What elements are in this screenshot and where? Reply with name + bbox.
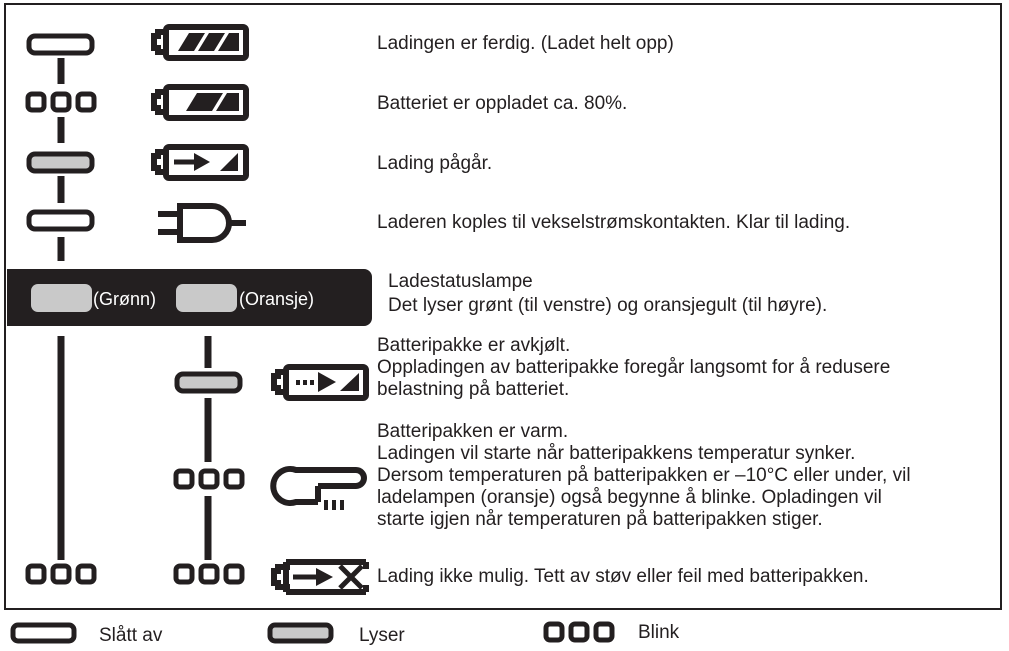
desc-full: Ladingen er ferdig. (Ladet helt opp) [377,33,674,54]
lamp-blink-indicator [28,94,94,110]
desc-eighty: Batteriet er oppladet ca. 80%. [377,93,628,114]
desc-line: Oppladingen av batteripakke foregår langsomt for å redusere [377,357,891,378]
ac-plug-icon [158,206,246,240]
lamp-lit-indicator [29,154,92,171]
desc-line: Batteripakke er avkjølt. [377,335,571,356]
legend-on-swatch [270,625,331,641]
desc-plug: Laderen koples til vekselstrømskontakten. Klar til lading. [377,212,851,233]
desc-lamp-title: Ladestatuslampe [388,271,533,292]
lamp-blink-indicator [28,566,94,582]
battery-eighty-icon [154,87,246,118]
legend-blink-label: Blink [638,622,680,643]
legend-blink-swatch [546,624,612,640]
battery-charging-icon [154,147,246,178]
desc-charging: Lading pågår. [377,153,493,174]
desc-cold [377,335,890,401]
desc-line: ladelampen (oransje) også begynne å blinke. Opladingen vil [377,487,882,508]
desc-line: belastning på batteriet. [377,379,570,400]
desc-error: Lading ikke mulig. Tett av støv eller feil med batteripakken. [377,566,869,587]
legend-off-label: Slått av [99,625,163,646]
desc-line: Ladingen vil starte når batteripakkens temperatur synker. [377,443,856,464]
lamp-blink-indicator [176,566,242,582]
desc-line: Batteripakken er varm. [377,421,569,442]
orange-lamp-label: (Oransje) [239,289,315,309]
desc-lamp-desc: Det lyser grønt (til venstre) og oransjegult (til høyre). [388,295,828,316]
thermometer-icon [273,469,364,510]
legend-on-label: Lyser [359,625,405,646]
desc-warm [377,421,911,531]
battery-error-icon [274,562,366,592]
legend-off-swatch [13,625,74,641]
lamp-blink-indicator [176,471,242,487]
battery-cold-icon [274,367,366,398]
desc-line: starte igjen når temperaturen på batteripakken stiger. [377,509,823,530]
lamp-lit-indicator [177,374,240,391]
battery-full-icon [154,27,246,58]
green-lamp-label: (Grønn) [93,289,156,309]
lamp-off-indicator [29,212,92,229]
green-lamp-swatch [31,284,92,312]
desc-line: Dersom temperaturen på batteripakken er –10°C eller under, vil [377,465,911,486]
lamp-off-indicator [29,36,92,53]
orange-lamp-swatch [176,284,237,312]
